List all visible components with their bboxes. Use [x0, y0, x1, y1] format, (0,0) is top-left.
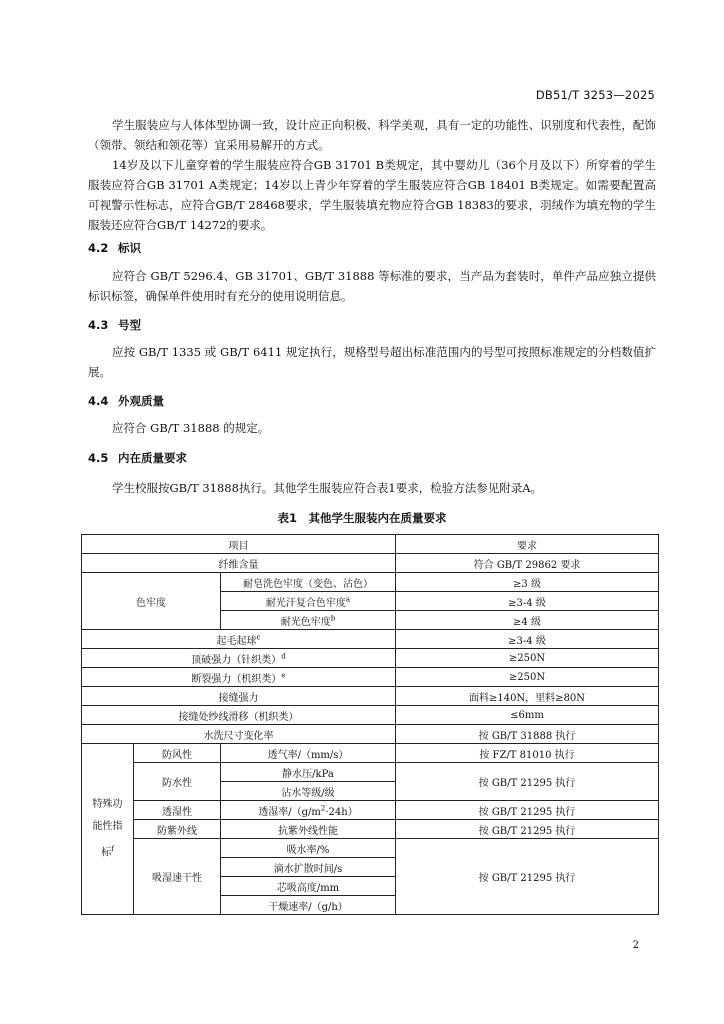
quality-table [81, 534, 659, 915]
table-row [82, 573, 659, 592]
paragraph-safety: 14岁及以下儿童穿着的学生服装应符合GB 31701 B类规定，其中婴幼儿（36个月及以下）所穿着的学生服装应符合GB 31701 A类规定；14岁以上青少年穿着的学生服装应符合GB 18401 B类规定。如需要配置高可视警示性标志，应符合GB/T 28468要求，学生服装填充物应符合GB 18383的要求，羽绒作为填充物的学生服装还应符合GB/T 14272的要求。 [88, 158, 656, 232]
row-requirement: ≥3 级 [396, 573, 659, 592]
table-row [82, 668, 659, 687]
subgroup-uv-protection: 防紫外线 [134, 820, 221, 839]
row-item: 接缝强力 [82, 687, 396, 706]
row-requirement: ≥250N [396, 668, 659, 687]
table-row [82, 725, 659, 744]
table-row [82, 687, 659, 706]
row-requirement: ≤6mm [396, 706, 659, 725]
row-requirement: 符合 GB/T 29862 要求 [396, 554, 659, 573]
row-item: 透湿率$/(g/m^2\cdot 24h)$ [221, 801, 396, 820]
row-requirement: 按 FZ/T 81010 执行 [396, 744, 659, 763]
table-caption: 表1 其他学生服装内在质量要求 [277, 511, 447, 525]
table-header-row [82, 535, 659, 554]
row-requirement: ≥4 级 [396, 611, 659, 630]
row-item: 耐皂洗色牢度（变色、沾色） [221, 573, 396, 592]
row-item: 沾水等级/级 [221, 782, 396, 801]
section-4-5-heading: 4.5 内在质量要求 [88, 451, 187, 465]
row-item: 芯吸高度/mm [221, 877, 396, 896]
table-row [82, 630, 659, 649]
header-item: 项目 [82, 535, 396, 554]
row-item: 吸水率/% [221, 839, 396, 858]
color-fastness-group: 色牢度 [82, 573, 221, 630]
row-item: 接缝处纱线滑移（机织类） [82, 706, 396, 725]
row-item: 断裂强力（机织类）$^e$ [82, 668, 396, 687]
header-requirement: 要求 [396, 535, 659, 554]
table-row [82, 801, 659, 820]
table-row [82, 744, 659, 763]
subgroup-windproof: 防风性 [134, 744, 221, 763]
section-4-5-text: 学生校服按GB/T 31888执行。其他学生服装应符合表1要求，检验方法参见附录A。 [112, 481, 543, 495]
subgroup-waterproof: 防水性 [134, 763, 221, 801]
special-function-group: 特殊功能性指标$^f$ [82, 744, 134, 915]
row-item: 静水压/kPa [221, 763, 396, 782]
subgroup-quick-dry: 吸湿速干性 [134, 839, 221, 915]
section-4-3-heading: 4.3 号型 [88, 318, 141, 332]
page-number: 2 [632, 940, 639, 951]
table-row [82, 839, 659, 858]
row-requirement: ≥3-4 级 [396, 630, 659, 649]
row-item: 耐光汗复合色牢度$^a$ [221, 592, 396, 611]
row-requirement: ≥250N [396, 649, 659, 668]
table-row [82, 820, 659, 839]
section-4-3-text: 应按 GB/T 1335 或 GB/T 6411 规定执行，规格型号超出标准范围内的号型可按照标准规定的分档数值扩展。 [88, 345, 656, 379]
row-requirement: 按 GB/T 21295 执行 [396, 763, 659, 801]
row-item: 水洗尺寸变化率 [82, 725, 396, 744]
table-row [82, 649, 659, 668]
section-4-4-heading: 4.4 外观质量 [88, 394, 164, 408]
row-item: 抗紫外线性能 [221, 820, 396, 839]
row-item: 纤维含量 [82, 554, 396, 573]
row-requirement: 按 GB/T 31888 执行 [396, 725, 659, 744]
row-item: 透气率/（mm/s） [221, 744, 396, 763]
section-4-2-text: 应符合 GB/T 5296.4、GB 31701、GB/T 31888 等标准的要求，当产品为套装时，单件产品应独立提供标识标签，确保单件使用时有充分的使用说明信息。 [88, 269, 656, 303]
standard-number: DB51/T 3253—2025 [535, 88, 655, 102]
table-row [82, 763, 659, 782]
row-item: 顶破强力（针织类）$^d$ [82, 649, 396, 668]
section-4-4-text: 应符合 GB/T 31888 的规定。 [112, 421, 270, 435]
table-row [82, 554, 659, 573]
row-requirement: 面料≥140N，里料≥80N [396, 687, 659, 706]
row-requirement: 按 GB/T 21295 执行 [396, 801, 659, 820]
row-requirement: 按 GB/T 21295 执行 [396, 839, 659, 915]
row-requirement: ≥3-4 级 [396, 592, 659, 611]
paragraph-design: 学生服装应与人体体型协调一致，设计应正向积极、科学美观，具有一定的功能性、识别度和代表性，配饰（领带、领结和领花等）宜采用易解开的方式。 [88, 118, 656, 152]
row-item: 滴水扩散时间/s [221, 858, 396, 877]
row-item: 起毛起球$^c$ [82, 630, 396, 649]
table-row [82, 706, 659, 725]
section-4-2-heading: 4.2 标识 [88, 241, 141, 255]
row-item: 耐光色牢度$^b$ [221, 611, 396, 630]
row-requirement: 按 GB/T 21295 执行 [396, 820, 659, 839]
row-item: 干燥速率/（g/h） [221, 896, 396, 915]
subgroup-moisture-permeability: 透湿性 [134, 801, 221, 820]
